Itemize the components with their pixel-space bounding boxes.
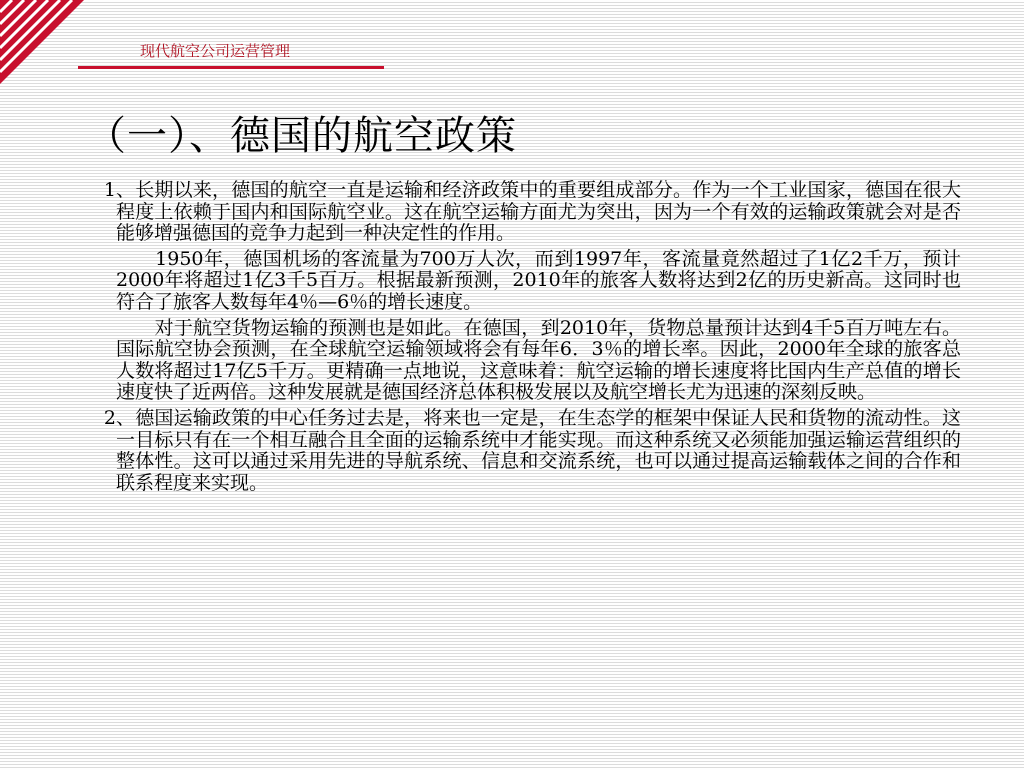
paragraph-cargo-forecast: 对于航空货物运输的预测也是如此。在德国，到2010年，货物总量预计达到4千5百万吨左右。国际航空协会预测，在全球航空运输领域将会有每年6．3％的增长率。因此，2000年全球的旅客总人数将超过17亿5千万。更精确一点地说，这意味着：航空运输的增长速度将比国内生产总值的增长速度快了近两倍。这种发展就是德国经济总体积极发展以及航空增长尤为迅速的深刻反映。: [116, 316, 961, 404]
list-item-2: [70, 408, 970, 494]
item-1-number: 1: [103, 179, 116, 201]
header-title: 现代航空公司运营管理: [140, 42, 291, 60]
page-title: （一）、德国的航空政策: [86, 113, 517, 159]
item-1-text: 、长期以来，德国的航空一直是运输和经济政策中的重要组成部分。作为一个工业国家，德国在很大程度上依赖于国内和国际航空业。这在航空运输方面尤为突出，因为一个有效的运输政策就会对是否能够增强德国的竞争力起到一种决定性的作用。: [116, 179, 961, 245]
paragraph-passenger-growth: 1950年，德国机场的客流量为700万人次，而到1997年，客流量竟然超过了1亿2千万，预计2000年将超过1亿3千5百万。根据最新预测，2010年的旅客人数将达到2亿的历史新高。这同时也符合了旅客人数每年4％—6％的增长速度。: [116, 247, 961, 313]
corner-stripes-decoration: [0, 0, 90, 90]
slide-body: [70, 180, 970, 498]
item-2-text: 、德国运输政策的中心任务过去是，将来也一定是，在生态学的框架中保证人民和货物的流动性。这一目标只有在一个相互融合且全面的运输系统中才能实现。而这种系统又必须能加强运输运营组织的整体性。这可以通过采用先进的导航系统、信息和交流系统，也可以通过提高运输载体之间的合作和联系程度来实现。: [116, 406, 961, 494]
item-2-number: 2: [103, 406, 116, 429]
list-item-1: [70, 180, 970, 245]
header-rule: [78, 66, 384, 69]
